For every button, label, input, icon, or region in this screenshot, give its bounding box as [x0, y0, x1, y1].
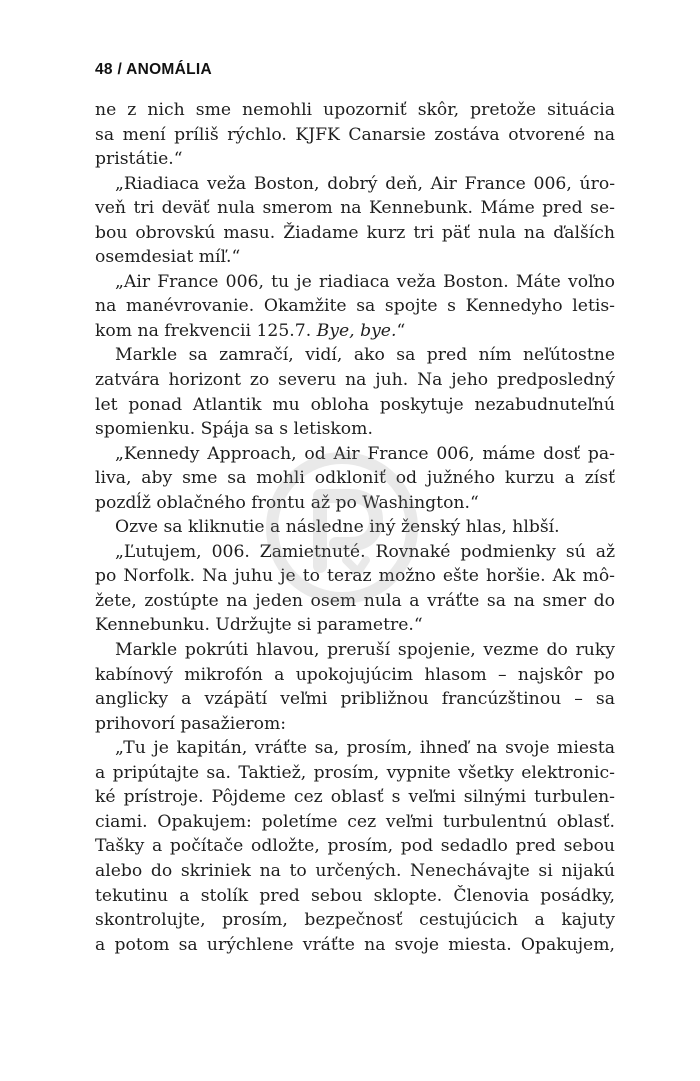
- text-line: zatvára horizont zo severu na juh. Na jeho predposledný: [95, 370, 615, 391]
- text-line: sa mení príliš rýchlo. KJFK Canarsie zostáva otvorené na: [95, 124, 615, 145]
- text-line: „Ľutujem, 006. Zamietnuté. Rovnaké podmienky sú až: [115, 541, 615, 562]
- text-line: prihovorí pasažierom:: [95, 713, 287, 734]
- text-line: let ponad Atlantik mu obloha poskytuje nezabudnuteľnú: [95, 394, 615, 415]
- italic-phrase: Bye, bye.: [316, 320, 397, 341]
- text-line: „Kennedy Approach, od Air France 006, máme dosť pa-: [115, 443, 615, 464]
- text-line: Ozve sa kliknutie a následne iný ženský hlas, hlbší.: [115, 517, 560, 538]
- text-line: kabínový mikrofón a upokojujúcim hlasom – najskôr po: [95, 664, 615, 685]
- text-line: tekutinu a stolík pred sebou sklopte. Členovia posádky,: [95, 885, 615, 906]
- text-line: po Norfolk. Na juhu je to teraz možno ešte horšie. Ak mô-: [95, 566, 615, 587]
- text-line: a pripútajte sa. Taktiež, prosím, vypnite všetky elektronic-: [95, 762, 615, 783]
- text-line: ké prístroje. Pôjdeme cez oblasť s veľmi silnými turbulen-: [95, 787, 615, 808]
- text-line: bou obrovskú masu. Žiadame kurz tri päť nula na ďalších: [95, 222, 615, 243]
- text-line: ciami. Opakujem: poletíme cez veľmi turbulentnú oblasť.: [95, 811, 615, 832]
- text-line: alebo do skriniek na to určených. Nenechávajte si nijakú: [95, 860, 615, 881]
- text-line: osemdesiat míľ.“: [95, 247, 241, 268]
- text-line: žete, zostúpte na jeden osem nula a vráťte sa na smer do: [95, 590, 615, 611]
- text-line: pristátie.“: [95, 149, 183, 170]
- text-line: „Air France 006, tu je riadiaca veža Boston. Máte voľno: [115, 271, 615, 292]
- text-line: skontrolujte, prosím, bezpečnosť cestujúcich a kajuty: [95, 910, 615, 931]
- text-line: Markle pokrúti hlavou, preruší spojenie, vezme do ruky: [115, 640, 615, 661]
- text-line: na manévrovanie. Okamžite sa spojte s Kennedyho letis-: [95, 296, 615, 317]
- text-line: ne z nich sme nemohli upozorniť skôr, pretože situácia: [95, 100, 615, 120]
- text-line: liva, aby sme sa mohli odkloniť od južného kurzu a zísť: [95, 468, 615, 489]
- text-line: Kennebunku. Udržujte si parametre.“: [95, 615, 423, 636]
- text-line: kom na frekvencii 125.7. Bye, bye.“: [95, 320, 406, 341]
- body-text: [95, 98, 615, 957]
- running-head: 48 / ANOMÁLIA: [95, 61, 213, 78]
- text-line: „Riadiaca veža Boston, dobrý deň, Air France 006, úro-: [115, 173, 615, 194]
- text-line: spomienku. Spája sa s letiskom.: [95, 419, 373, 440]
- text-line: Tašky a počítače odložte, prosím, pod sedadlo pred sebou: [95, 836, 615, 857]
- text-line: anglicky a vzápätí veľmi približnou francúzštinou – sa: [95, 689, 615, 710]
- text-line: pozdĺž oblačného frontu až po Washington.“: [95, 492, 479, 513]
- text-line: Markle sa zamračí, vidí, ako sa pred ním neľútostne: [115, 345, 615, 366]
- text-line: a potom sa urýchlene vráťte na svoje miesta. Opakujem,: [95, 934, 615, 955]
- text-line: „Tu je kapitán, vráťte sa, prosím, ihneď na svoje miesta: [115, 738, 615, 759]
- text-line: veň tri deväť nula smerom na Kennebunk. Máme pred se-: [95, 198, 615, 219]
